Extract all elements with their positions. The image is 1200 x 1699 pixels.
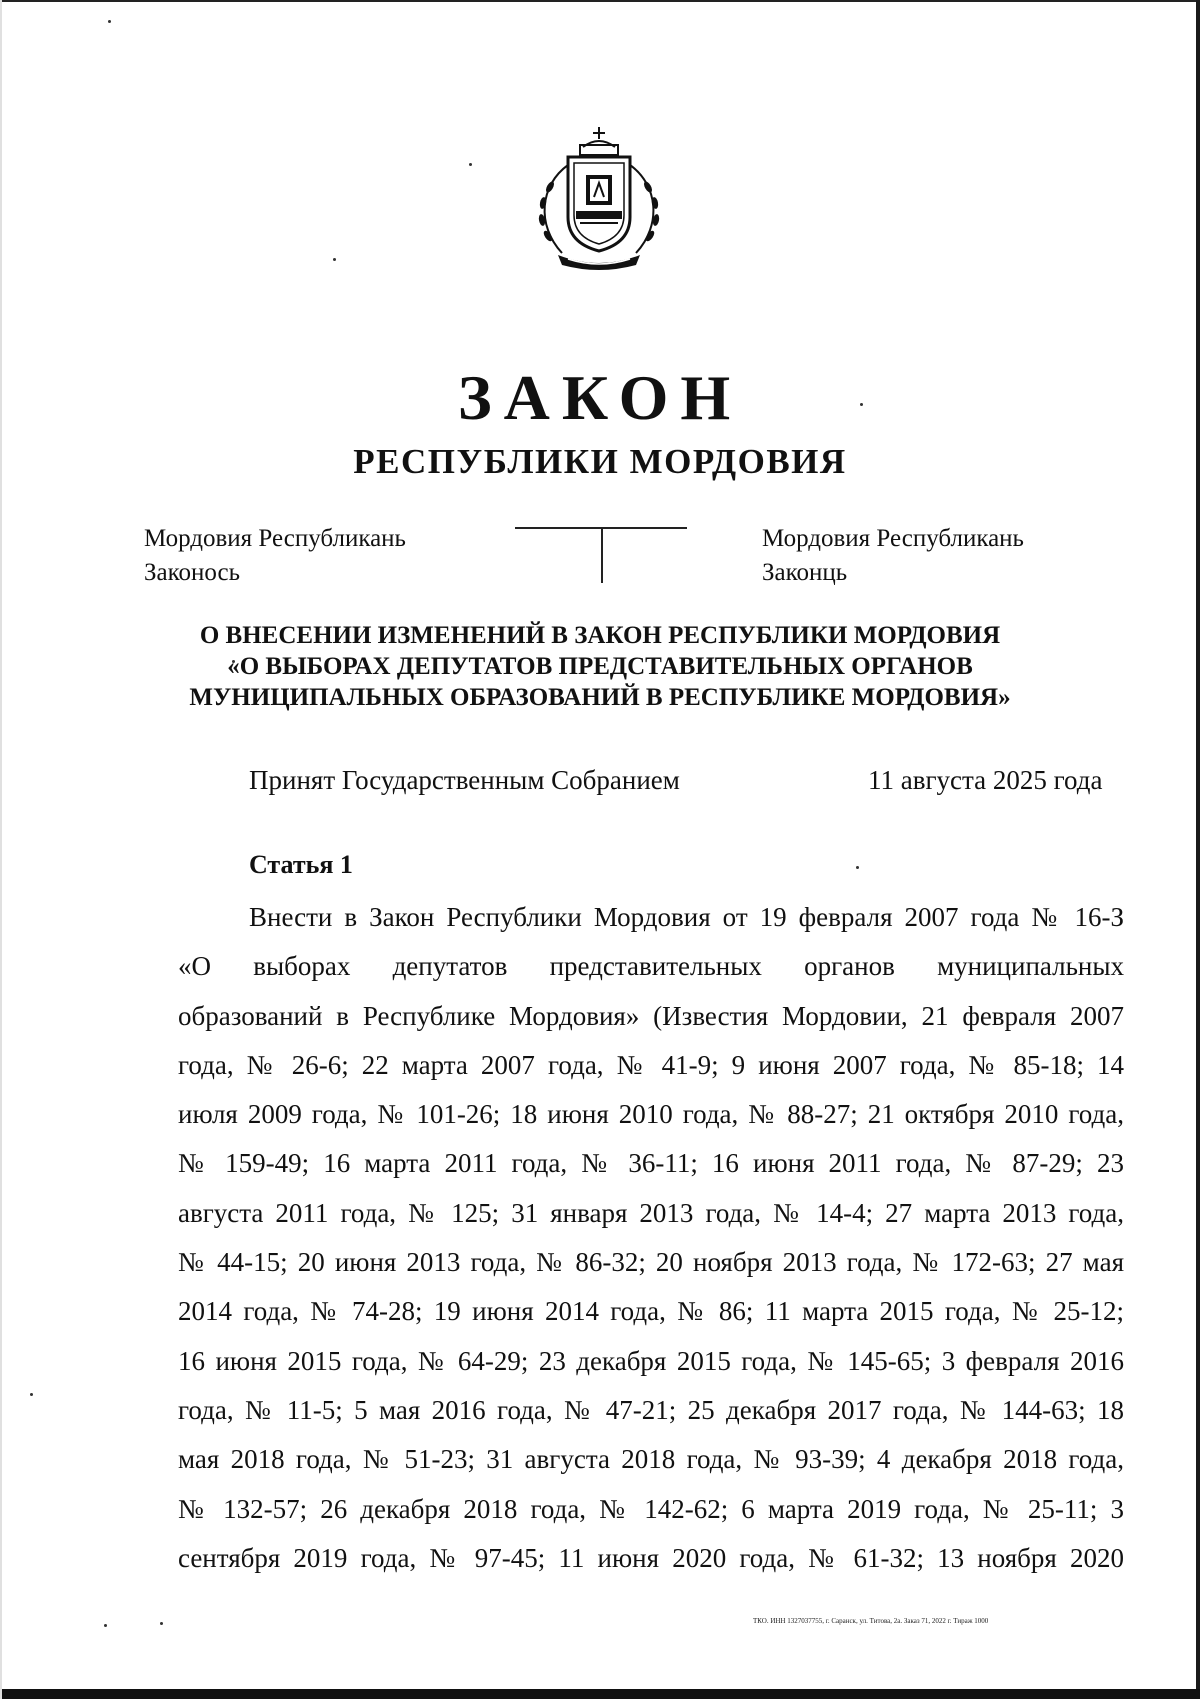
body-line: года, № 11-5; 5 мая 2016 года, № 47-21; 25 декабря 2017 года, № 144-63; 18 bbox=[178, 1394, 1124, 1425]
law-heading bbox=[0, 620, 1200, 713]
moksha-title-line: Мордовия Республикань bbox=[144, 525, 406, 552]
erzya-title bbox=[762, 522, 1024, 590]
body-line: августа 2011 года, № 125; 31 января 2013 года, № 14-4; 27 марта 2013 года, bbox=[178, 1197, 1124, 1228]
scan-speck bbox=[30, 1393, 33, 1396]
erzya-title-line: Мордовия Республикань bbox=[762, 525, 1024, 552]
scan-speck bbox=[160, 1622, 163, 1625]
coat-of-arms-icon bbox=[528, 125, 670, 273]
law-heading-line: МУНИЦИПАЛЬНЫХ ОБРАЗОВАНИЙ В РЕСПУБЛИКЕ МОРДОВИЯ» bbox=[189, 684, 1011, 711]
article-body bbox=[178, 893, 1124, 1583]
adopted-date: 11 августа 2025 года bbox=[868, 765, 1103, 795]
body-line: 2014 года, № 74-28; 19 июня 2014 года, № 86; 11 марта 2015 года, № 25-12; bbox=[178, 1296, 1124, 1327]
scan-speck bbox=[108, 20, 111, 23]
body-line: года, № 26-6; 22 марта 2007 года, № 41-9; 9 июня 2007 года, № 85-18; 14 bbox=[178, 1049, 1124, 1080]
scan-edge-left bbox=[0, 0, 2, 1699]
body-line: «О выборах депутатов представительных органов муниципальных bbox=[178, 951, 1124, 982]
scan-edge-top bbox=[0, 0, 1200, 2]
scan-speck bbox=[469, 163, 472, 166]
moksha-title-line: Законось bbox=[144, 559, 240, 586]
adopted-label: Принят Государственным Собранием bbox=[249, 765, 680, 795]
scan-speck bbox=[856, 866, 859, 869]
body-line: 16 июня 2015 года, № 64-29; 23 декабря 2015 года, № 145-65; 3 февраля 2016 bbox=[178, 1345, 1124, 1376]
body-line: № 44-15; 20 июня 2013 года, № 86-32; 20 ноября 2013 года, № 172-63; 27 мая bbox=[178, 1247, 1124, 1278]
document-subtitle: РЕСПУБЛИКИ МОРДОВИЯ bbox=[353, 442, 847, 481]
body-line: мая 2018 года, № 51-23; 31 августа 2018 года, № 93-39; 4 декабря 2018 года, bbox=[178, 1444, 1124, 1475]
scan-edge-bottom bbox=[0, 1689, 1200, 1699]
article-title: Статья 1 bbox=[249, 850, 353, 879]
law-heading-line: «О ВЫБОРАХ ДЕПУТАТОВ ПРЕДСТАВИТЕЛЬНЫХ ОРГАНОВ bbox=[227, 653, 973, 680]
moksha-title bbox=[144, 522, 406, 590]
print-imprint: ТКО. ИНН 1327037755, г. Саранск, ул. Титова, 2а. Заказ 71, 2022 г. Тираж 1000 bbox=[753, 1617, 989, 1625]
body-line: № 159-49; 16 марта 2011 года, № 36-11; 16 июня 2011 года, № 87-29; 23 bbox=[178, 1148, 1124, 1179]
document-title: ЗАКОН bbox=[457, 362, 743, 433]
body-line: июля 2009 года, № 101-26; 18 июня 2010 года, № 88-27; 21 октября 2010 года, bbox=[178, 1099, 1124, 1130]
scan-speck bbox=[104, 1624, 107, 1627]
title-separator bbox=[515, 527, 687, 583]
body-line: Внести в Закон Республики Мордовия от 19 февраля 2007 года № 16-З bbox=[249, 902, 1124, 932]
erzya-title-line: Законць bbox=[762, 559, 848, 586]
body-line: № 132-57; 26 декабря 2018 года, № 142-62; 6 марта 2019 года, № 25-11; 3 bbox=[178, 1493, 1124, 1524]
body-line: образований в Республике Мордовия» (Известия Мордовии, 21 февраля 2007 bbox=[178, 1000, 1124, 1031]
separator-vertical bbox=[601, 529, 603, 583]
scan-speck bbox=[333, 258, 336, 261]
body-line: сентября 2019 года, № 97-45; 11 июня 2020 года, № 61-32; 13 ноября 2020 bbox=[178, 1542, 1124, 1573]
law-heading-line: О ВНЕСЕНИИ ИЗМЕНЕНИЙ В ЗАКОН РЕСПУБЛИКИ МОРДОВИЯ bbox=[199, 622, 1001, 649]
scan-edge-right bbox=[1196, 0, 1200, 1699]
